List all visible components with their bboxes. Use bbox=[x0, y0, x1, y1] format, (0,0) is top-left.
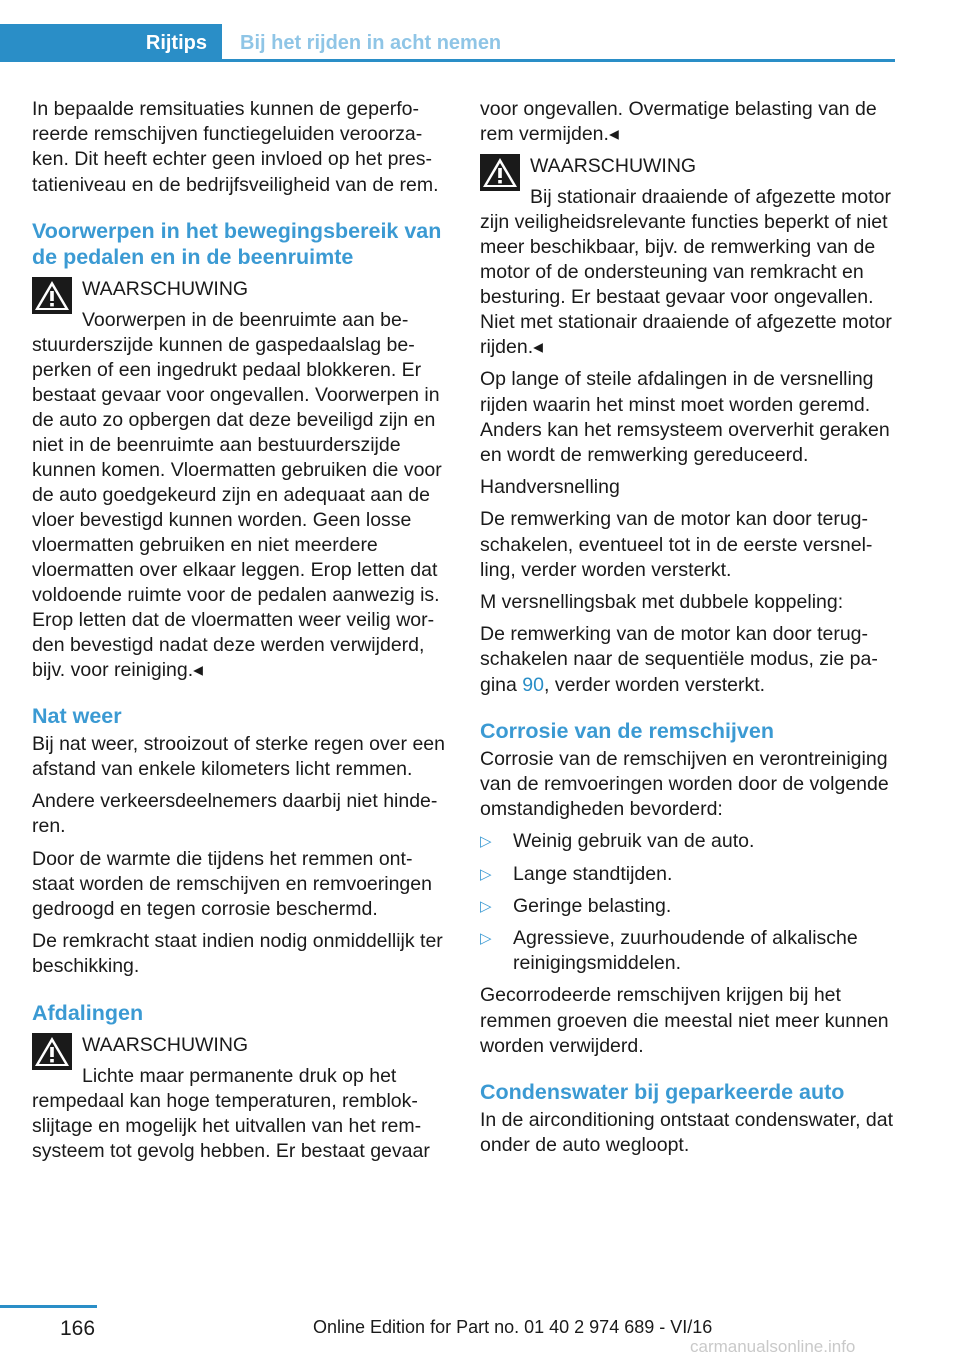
footer-rule bbox=[0, 1305, 97, 1308]
warning-text: Bij stationair draaiende of afgezette motor zijn veiligheidsrelevante functies beperkt of niet meer beschikbaar, bijv. de remwerking van de motor of de ondersteuning van remkracht en besturing. Er bestaat gevaar voor ongevallen. Niet met stationair draaiende of afgezette motor rijden.◂ bbox=[480, 186, 892, 359]
page-reference-link[interactable]: 90 bbox=[522, 673, 544, 696]
list-item-text: Geringe belasting. bbox=[513, 894, 672, 917]
paragraph: Op lange of steile afdalingen in de versnelling rijden waarin het minst moet worden geremd. Anders kan het remsysteem oververhit geraken en wordt de remwerking gereduceerd. bbox=[480, 368, 890, 467]
heading-corrosion: Corrosie van de remschijven bbox=[480, 718, 774, 743]
warning-title: WAARSCHUWING bbox=[82, 277, 249, 300]
paragraph: Gecorrodeerde remschijven krijgen bij het remmen groeven die meestal niet meer kunnen worden verwijderd. bbox=[480, 984, 889, 1057]
bullet-list bbox=[480, 829, 895, 976]
heading-condensate: Condenswater bij geparkeerde auto bbox=[480, 1080, 845, 1105]
warning-block bbox=[480, 154, 895, 360]
chapter-title: Rijtips bbox=[145, 32, 207, 54]
paragraph: voor ongevallen. Overmatige belasting van de rem vermijden.◂ bbox=[480, 98, 877, 146]
paragraph: Bij nat weer, strooizout of sterke regen over een afstand van enkele kilometers licht remmen. bbox=[32, 732, 445, 781]
warning-triangle-icon bbox=[32, 277, 72, 314]
paragraph: Door de warmte die tijdens het remmen ontstaat worden de remschijven en remvoeringen gedroogd en tegen corrosie beschermd. bbox=[32, 847, 432, 921]
warning-title: WAARSCHUWING bbox=[82, 1033, 249, 1056]
section-title: Bij het rijden in acht nemen bbox=[240, 32, 502, 54]
triangle-bullet-icon: ▷ bbox=[480, 865, 492, 883]
warning-triangle-icon bbox=[32, 1033, 72, 1070]
warning-block bbox=[32, 1033, 447, 1164]
paragraph: De remkracht staat indien nodig onmiddellijk ter beschikking. bbox=[32, 930, 443, 978]
list-item-text: Weinig gebruik van de auto. bbox=[513, 830, 755, 853]
paragraph-with-link bbox=[480, 622, 895, 698]
text: De remwerking van de motor kan door terugschakelen naar de sequentiële modus, zie pagina bbox=[480, 623, 878, 696]
paragraph: Andere verkeersdeelnemers daarbij niet hinderen. bbox=[32, 790, 438, 838]
intro-paragraph: In bepaalde remsituaties kunnen de geperforeerde remschijven functiegeluiden veroorzaken. Dit heeft echter geen invloed op het prestatieniveau en de bedrijfsveiligheid van de rem. bbox=[32, 98, 439, 196]
paragraph: Handversnelling bbox=[480, 476, 620, 499]
warning-block bbox=[32, 277, 447, 683]
triangle-bullet-icon: ▷ bbox=[480, 930, 492, 948]
running-header bbox=[0, 24, 895, 62]
heading-pedals: Voorwerpen in het bewegingsbereik van de pedalen en in de beenruimte bbox=[32, 218, 442, 269]
heading-wet-weather: Nat weer bbox=[32, 703, 122, 728]
paragraph: M versnellingsbak met dubbele koppeling: bbox=[480, 591, 844, 614]
edition-note: Online Edition for Part no. 01 40 2 974 689 - VI/16 bbox=[313, 1317, 713, 1337]
text: , verder worden versterkt. bbox=[544, 673, 766, 696]
list-item-text: Lange standtijden. bbox=[513, 862, 673, 885]
list-item bbox=[480, 894, 895, 919]
triangle-bullet-icon: ▷ bbox=[480, 897, 492, 915]
warning-title: WAARSCHUWING bbox=[530, 155, 697, 178]
heading-descents: Afdalingen bbox=[32, 1000, 144, 1025]
paragraph: In de airconditioning ontstaat condenswater, dat onder de auto wegloopt. bbox=[480, 1109, 894, 1157]
right-column bbox=[480, 97, 895, 1165]
list-item bbox=[480, 829, 895, 854]
warning-text: Voorwerpen in de beenruimte aan bestuurderszijde kunnen de gaspedaalslag beperken of een ingedrukt pedaal blokkeren. Er bestaat gevaar voor ongevallen. Voorwerpen in de auto zo opbergen dat deze beveiligd zijn en niet in de beenruimte aan bestuurderszijde kunnen komen. Vloermatten gebruiken die voor de auto goedgekeurd zijn en adequaat aan de vloer bevestigd kunnen worden. Geen losse vloermatten gebruiken en niet meerdere vloermatten over elkaar leggen. Erop letten dat voldoende ruimte voor de pedalen aanwezig is. Erop letten dat de vloermatten weer veilig worden bevestigd nadat deze werden verwijderd, bijv. voor reiniging.◂ bbox=[32, 308, 442, 681]
left-column bbox=[32, 97, 447, 1171]
paragraph: Corrosie van de remschijven en verontreiniging van de remvoeringen worden door de volgende omstandigheden bevorderd: bbox=[480, 747, 889, 821]
paragraph: De remwerking van de motor kan door terugschakelen, eventueel tot in de eerste versnelling, verder worden versterkt. bbox=[480, 508, 873, 581]
list-item bbox=[480, 862, 895, 887]
triangle-bullet-icon: ▷ bbox=[480, 833, 492, 851]
list-item bbox=[480, 926, 895, 976]
warning-text: Lichte maar permanente druk op het rempedaal kan hoge temperaturen, remblokslijtage en mogelijk het uitvallen van het remsysteem tot gevolg hebben. Er bestaat gevaar bbox=[32, 1064, 430, 1162]
watermark: carmanualsonline.info bbox=[690, 1337, 856, 1356]
page-number: 166 bbox=[60, 1317, 96, 1340]
list-item-text: Agressieve, zuurhoudende of alkalische reinigingsmiddelen. bbox=[513, 927, 858, 975]
warning-triangle-icon bbox=[480, 154, 520, 191]
